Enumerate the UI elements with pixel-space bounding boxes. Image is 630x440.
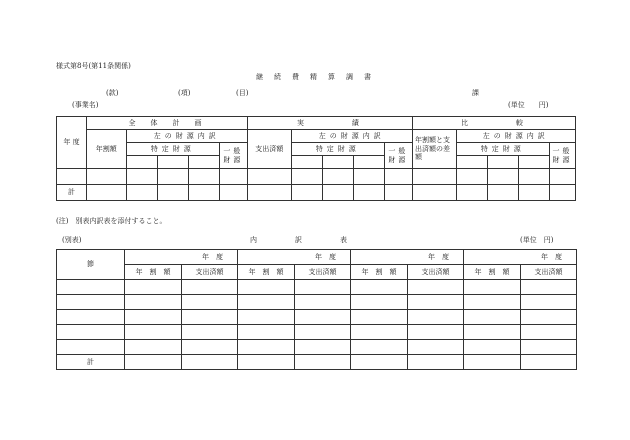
nendo-header-4: 年 度 [464, 250, 577, 265]
cell [126, 156, 157, 169]
zentai-tokutei-header: 特定財源 [126, 143, 219, 156]
col-year-header: 年 度 [57, 117, 87, 169]
total-row [57, 355, 577, 370]
total-label: 計 [57, 185, 87, 201]
hikaku-tokutei-header: 特定財源 [456, 143, 549, 156]
jisseki-left-uchiwake: 左の財源内訳 [291, 130, 412, 143]
document-title: 継続費精算調書 [256, 73, 382, 81]
cell [456, 156, 487, 169]
hikaku-left-uchiwake: 左の財源内訳 [456, 130, 575, 143]
setsu-header: 節 [57, 250, 125, 280]
shishutsu-header-4: 支出済額 [521, 265, 577, 280]
hikaku-ippan-header: 一般財源 [549, 143, 575, 169]
shishutsu-header-2: 支出済額 [295, 265, 351, 280]
note-text: (注) 別表内訳表を添付すること。 [56, 217, 167, 225]
table-row [57, 295, 577, 310]
group-jisseki: 実 績 [247, 117, 412, 130]
ka-label: 課 [472, 89, 479, 97]
kou-label: (項) [178, 89, 191, 97]
total-label-2: 計 [57, 355, 125, 370]
table-row [57, 325, 577, 340]
cell [291, 156, 322, 169]
nenwari-header-4: 年 割 額 [464, 265, 521, 280]
cell [322, 156, 353, 169]
unit-label: (単位 円) [508, 101, 549, 109]
breakdown-table [56, 249, 577, 370]
cell [188, 156, 219, 169]
nendo-header-3: 年 度 [351, 250, 464, 265]
jisseki-tokutei-header: 特定財源 [291, 143, 384, 156]
zentai-left-uchiwake: 左の財源内訳 [126, 130, 247, 143]
cell [157, 156, 188, 169]
kan-label: (款) [106, 89, 119, 97]
shishutsu-header-1: 支出済額 [182, 265, 238, 280]
table-row [57, 310, 577, 325]
nenwari-header-1: 年 割 額 [125, 265, 182, 280]
table-row [57, 169, 576, 185]
group-hikaku: 比 較 [412, 117, 575, 130]
table-row [57, 340, 577, 355]
table2-title: 内訳表 [250, 236, 385, 244]
total-row [57, 185, 576, 201]
zentai-ippan-header: 一般財源 [219, 143, 247, 169]
cell [487, 156, 518, 169]
jigyo-label: (事業名) [72, 101, 99, 109]
cell [518, 156, 549, 169]
form-number: 様式第8号(第11条関係) [56, 62, 131, 70]
shishutsu-header: 支出済額 [247, 130, 291, 169]
nendo-header-2: 年 度 [238, 250, 351, 265]
nenwariga-header: 年割額 [87, 130, 126, 169]
sagaku-header: 年割額と支出済額の差額 [412, 130, 456, 169]
shishutsu-header-3: 支出済額 [408, 265, 464, 280]
nenwari-header-3: 年 割 額 [351, 265, 408, 280]
cell [353, 156, 384, 169]
moku-label: (目) [236, 89, 249, 97]
table-row [57, 280, 577, 295]
group-zentai-keikaku: 全 体 計 画 [87, 117, 248, 130]
unit2-label: (単位 円) [520, 236, 554, 244]
nenwari-header-2: 年 割 額 [238, 265, 295, 280]
settlement-table [56, 116, 576, 201]
jisseki-ippan-header: 一般財源 [384, 143, 412, 169]
nendo-header-1: 年 度 [125, 250, 238, 265]
betsu-label: (別表) [62, 236, 82, 244]
